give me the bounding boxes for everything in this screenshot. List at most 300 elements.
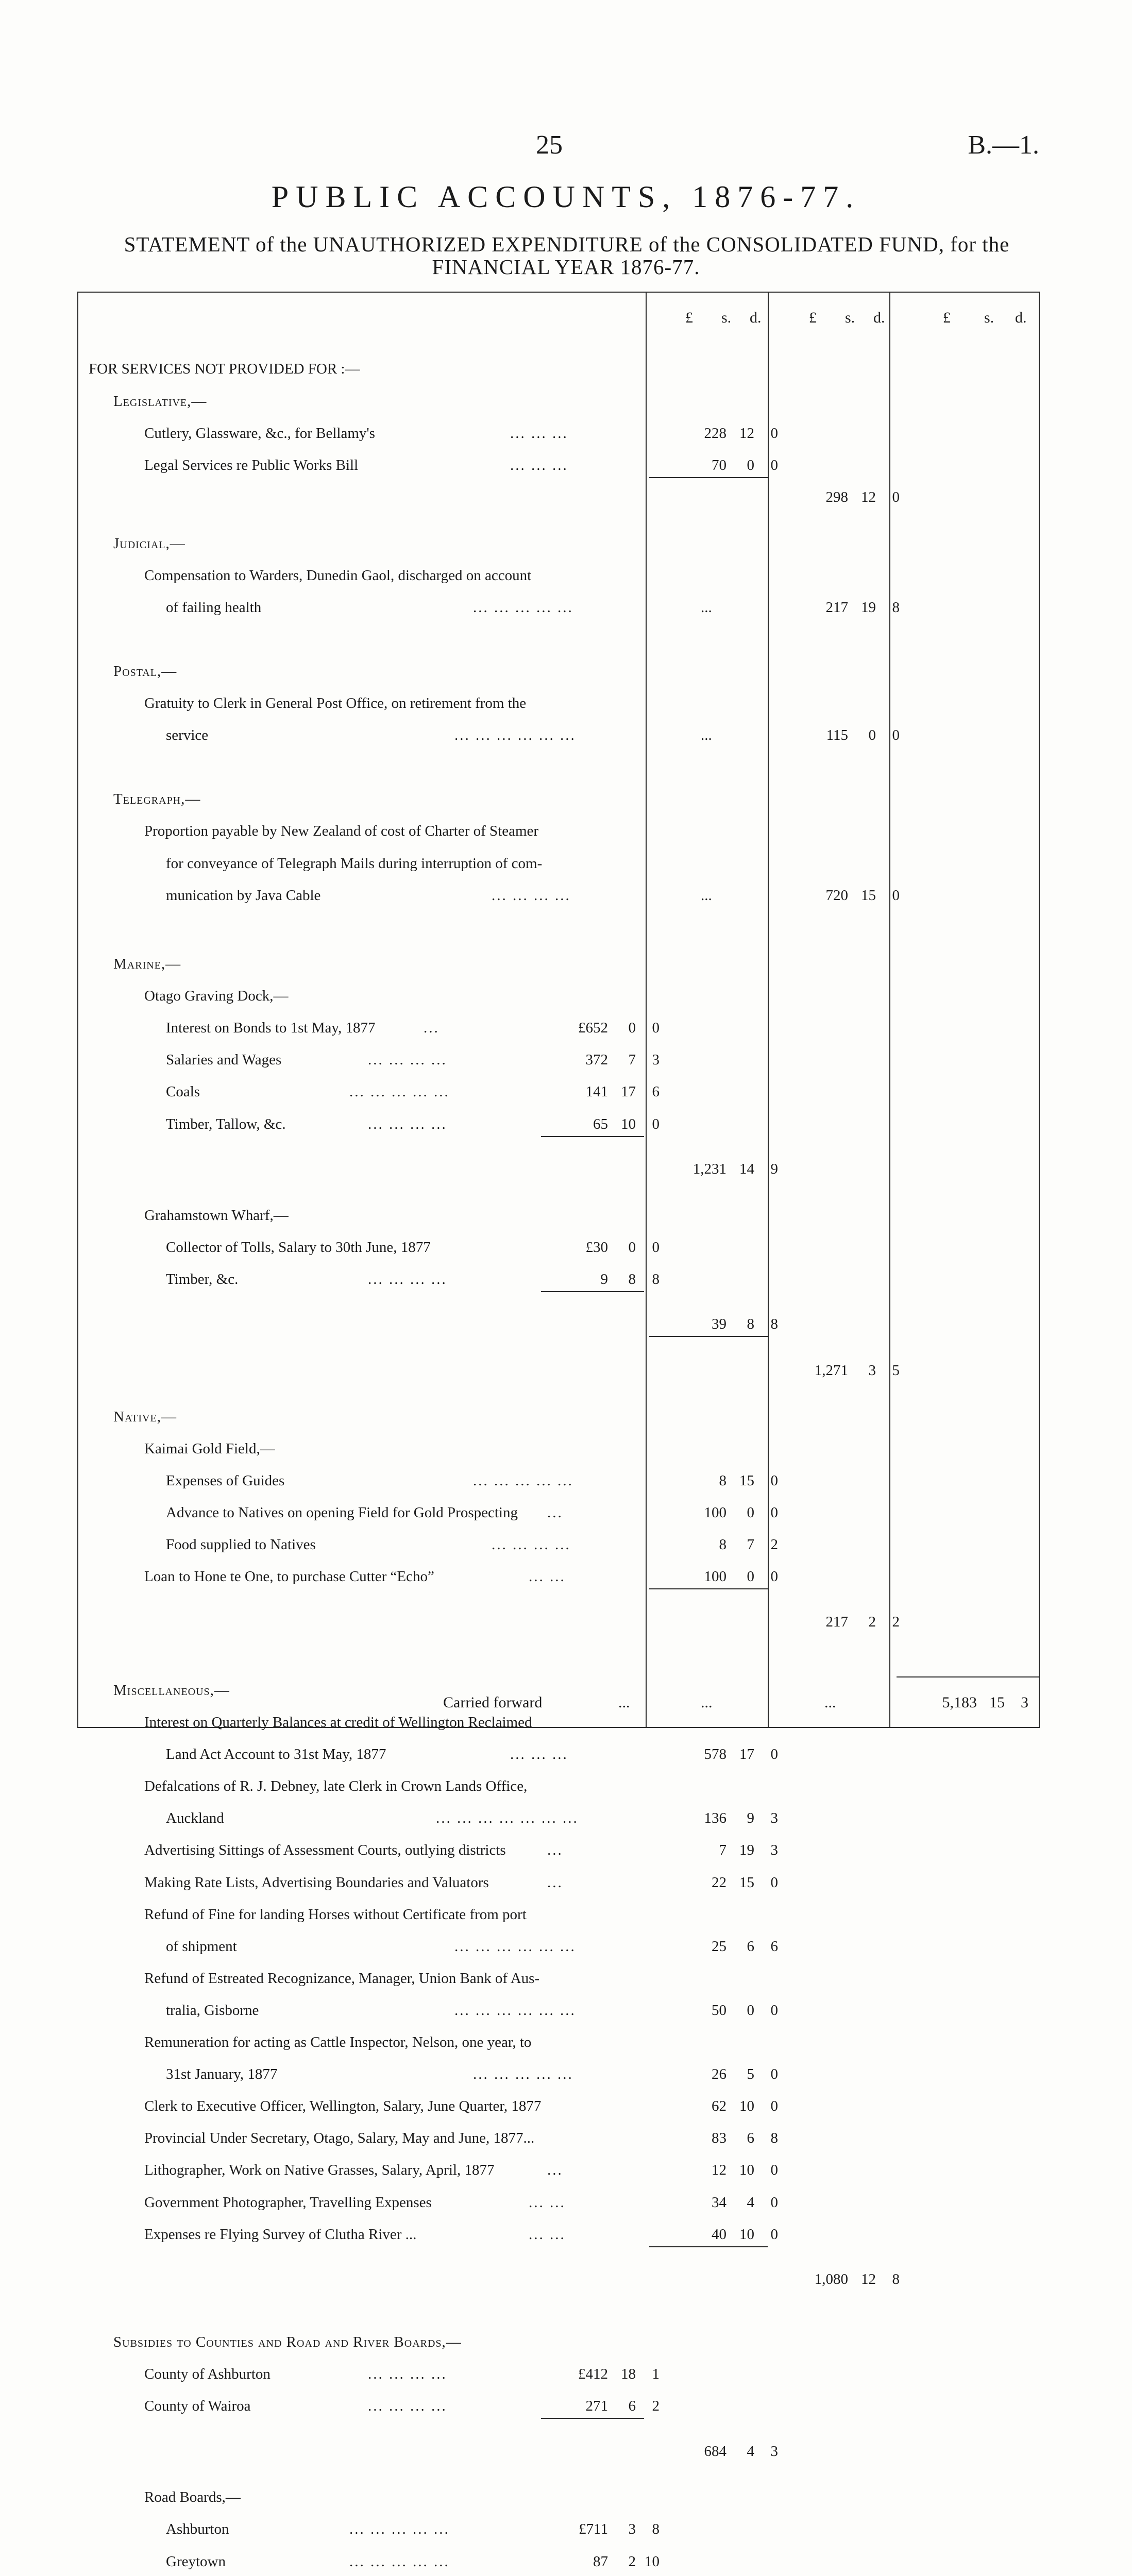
ledger-row [77,887,1040,904]
subtotal-rule [541,1136,644,1137]
ledger-row [77,2097,1040,2115]
pounds: 578 [704,1746,726,1762]
amount-col1 [623,1841,778,1859]
leader-dots: ... ... ... ... [368,1052,447,1068]
leader-dots: ... [547,1874,563,1891]
ledger-row [77,2161,1040,2179]
ledger-row [77,1568,1040,1585]
shillings: 7 [747,1536,754,1553]
shillings: 0 [747,457,754,473]
ledger-row [77,1745,1040,1763]
row-label: Remuneration for acting as Cattle Inspector, Nelson, one year, to [144,2034,532,2050]
pence: 8 [652,2521,660,2537]
pounds: 271 [585,2398,608,2414]
shillings: 12 [861,2271,876,2287]
pence: 10 [645,2553,660,2570]
row-label: Ashburton [166,2521,229,2537]
ledger-row [77,425,1040,442]
pounds: 217 [825,599,848,616]
leader-dots: ... ... ... ... [368,2398,447,2414]
amount-col2 [745,726,900,744]
amount-col1 [623,1809,778,1827]
ledger-row [77,822,1040,840]
row-label: for conveyance of Telegraph Mails during interruption of com- [166,855,543,872]
row-label: Timber, &c. [166,1271,239,1287]
leader-dots: ... ... ... ... ... ... ... [436,1810,579,1826]
leader-dots: ... ... ... ... ... ... [454,1938,576,1955]
leader-dots: ... ... ... ... ... ... [454,2002,576,2019]
pence: 0 [892,887,900,904]
col2-shilling-header: s. [845,309,855,326]
row-label: FOR SERVICES NOT PROVIDED FOR :— [89,361,360,377]
carried-forward-col1: ... [701,1694,713,1711]
ledger-row [77,2397,1040,2415]
amount-col2 [745,887,900,904]
amount-col2 [745,1362,900,1379]
subtotal-rule [541,1291,644,1292]
section-heading: Miscellaneous,— [113,1682,230,1699]
shillings: 10 [621,1116,636,1132]
amount-col1 [623,1568,778,1585]
pence: 0 [770,2162,778,2178]
leader-dots: ... ... ... ... [492,1536,571,1553]
amount-col1 [623,1315,778,1333]
amount-col0 [505,1270,660,1288]
pounds: 100 [704,1504,726,1521]
pence: 0 [770,425,778,442]
amount-col1 [623,2002,778,2019]
ledger-row [77,1315,1040,1333]
amount-col1 [623,2097,778,2115]
amount-col1 [623,1874,778,1891]
col2-penny-header: d. [873,309,885,326]
row-label: tralia, Gisborne [166,2002,259,2019]
ledger-row [77,2270,1040,2288]
ledger-row [77,2194,1040,2211]
ledger-row [77,2226,1040,2243]
shillings: 8 [628,1271,636,1287]
pence: 0 [652,1116,660,1132]
amount-col1 [623,1504,778,1521]
row-label: Collector of Tolls, Salary to 30th June, 1877 [166,1239,431,1256]
shillings: 3 [628,2521,636,2537]
amount-col1 [623,1745,778,1763]
ledger-row [77,2129,1040,2147]
pence: 6 [652,1083,660,1100]
amount-col1 [623,2161,778,2179]
pence: 0 [770,1874,778,1891]
shillings: 0 [747,2002,754,2019]
pence: 0 [770,2098,778,2114]
section-heading: Marine,— [113,956,181,972]
pence: 0 [770,2226,778,2243]
amount-col0 [505,1239,660,1256]
ledger-row [77,1160,1040,1178]
amount-col1 [623,2129,778,2147]
pounds: 720 [825,887,848,904]
pounds: 34 [712,2194,726,2211]
row-label: of shipment [166,1938,237,1955]
section-heading: Native,— [113,1409,177,1425]
shillings: 15 [739,1874,754,1891]
col1-shilling-header: s. [721,309,732,326]
leader-dots: ... ... ... ... [492,887,571,904]
carried-forward-amount: 5,183 15 3 [942,1694,1028,1711]
ledger-row [77,987,1040,1005]
pounds: 50 [712,2002,726,2019]
amount-col0 [505,1051,660,1069]
shillings: 0 [747,1568,754,1585]
leader-dots: ... ... [529,2226,566,2243]
ledger-row [77,2033,1040,2051]
leader-dots: ... ... ... ... ... [349,2521,450,2537]
section-heading: Legislative,— [113,393,207,410]
shillings: 18 [621,2366,636,2382]
pence: 6 [770,1938,778,1955]
leader-dots: ... ... ... ... [368,2366,447,2382]
row-label: Grahamstown Wharf,— [144,1207,289,1224]
row-label: Land Act Account to 31st May, 1877 [166,1746,386,1762]
ledger-row [77,599,1040,616]
subtotal-rule [541,2418,644,2419]
ledger-row [77,1472,1040,1489]
ledger-row [77,1408,1040,1426]
amount-col0 [505,1115,660,1133]
pounds: £412 [578,2366,608,2382]
shillings: 19 [861,599,876,616]
section-heading: Telegraph,— [113,791,201,807]
col3-shilling-header: s. [984,309,994,326]
table-top-rule [77,292,1040,293]
pounds: 62 [712,2098,726,2114]
pence: 2 [652,2398,660,2414]
ledger-row [77,567,1040,584]
pence: 0 [770,1472,778,1489]
shillings: 6 [747,1938,754,1955]
col2-pound-header: £ [809,309,817,326]
row-label: Advertising Sittings of Assessment Courts, outlying districts [144,1842,506,1858]
pounds: 100 [704,1568,726,1585]
row-label: Government Photographer, Travelling Expenses [144,2194,432,2211]
row-label: Lithographer, Work on Native Grasses, Salary, April, 1877 [144,2162,495,2178]
ledger-row [77,1682,1040,1699]
statement-subtitle: STATEMENT of the UNAUTHORIZED EXPENDITURE of the CONSOLIDATED FUND, for the [124,232,1010,256]
shillings: 15 [861,887,876,904]
shillings: 15 [739,1472,754,1489]
pounds: 298 [825,489,848,505]
leader-dots: ... ... [529,2194,566,2211]
shillings: 12 [861,489,876,505]
shillings: 8 [747,1316,754,1332]
amount-col0 [505,2520,660,2538]
page-number: 25 [536,130,563,160]
ledger-row [77,1841,1040,1859]
shillings: 0 [747,1504,754,1521]
pounds: 22 [712,1874,726,1891]
amount-col2 [745,488,900,506]
ledger-row [77,2002,1040,2019]
shillings: 7 [628,1052,636,1068]
leader-dots: ... [547,1504,563,1521]
amount-col2 [745,2270,900,2288]
pounds: £652 [578,1020,608,1036]
row-label: Auckland [166,1810,224,1826]
pence: 8 [770,1316,778,1332]
shillings: 0 [868,727,876,743]
shillings: 4 [747,2194,754,2211]
row-label: Greytown [166,2553,226,2570]
ledger-row [77,1613,1040,1631]
col1-penny-header: d. [750,309,762,326]
row-label: County of Wairoa [144,2398,251,2414]
shillings: 12 [739,425,754,442]
ledger-row [77,1207,1040,1224]
amount-col1 [623,456,778,474]
ledger-row [77,393,1040,410]
ledger-row [77,790,1040,808]
pence: 8 [892,2271,900,2287]
row-label: Making Rate Lists, Advertising Boundaries and Valuators [144,1874,489,1891]
shillings: 6 [747,2130,754,2146]
shillings: 0 [628,1239,636,1256]
leader-dots: ... ... ... ... ... [349,1083,450,1100]
amount-col2 [745,1613,900,1631]
row-label: Refund of Estreated Recognizance, Manager, Union Bank of Aus- [144,1970,540,1987]
ledger-row [77,360,1040,378]
amount-col1 [623,1472,778,1489]
ledger-row [77,1777,1040,1795]
ledger-row [77,2488,1040,2506]
pence: 8 [892,599,900,616]
row-label: Provincial Under Secretary, Otago, Salary, May and June, 1877... [144,2130,535,2146]
ledger-table [77,292,1040,2570]
shillings: 9 [747,1810,754,1826]
amount-col0 [505,2397,660,2415]
row-label: Expenses re Flying Survey of Clutha River ... [144,2226,417,2243]
pounds: 26 [712,2066,726,2082]
pence: 5 [892,1362,900,1379]
carried-forward-col2: ... [824,1694,836,1711]
ledger-row [77,2443,1040,2460]
leader-dots: ... ... ... ... [368,1271,447,1287]
ledger-row [77,456,1040,474]
amount-col1 [623,1536,778,1553]
amount-col1 [623,2194,778,2211]
row-label: Food supplied to Natives [166,1536,316,1553]
shillings: 5 [747,2066,754,2082]
col3-pound-header: £ [943,309,951,326]
pence: 0 [892,489,900,505]
pence: 0 [770,1746,778,1762]
row-label: County of Ashburton [144,2366,271,2382]
row-label: Cutlery, Glassware, &c., for Bellamy's [144,425,375,442]
shillings: 2 [868,1614,876,1630]
ledger-row [77,1083,1040,1100]
ledger-row [77,2333,1040,2351]
ledger-row [77,855,1040,872]
ledger-row [77,694,1040,712]
leader-dots: ... ... [529,1568,566,1585]
ledger-row [77,1906,1040,1923]
pounds: 8 [719,1472,726,1489]
ledger-row [77,1440,1040,1458]
ledger-row [77,1970,1040,1987]
ledger-row [77,1239,1040,1256]
row-label: Gratuity to Clerk in General Post Office, on retirement from the [144,695,527,711]
row-label: Expenses of Guides [166,1472,285,1489]
pence: 3 [770,1842,778,1858]
carried-forward-rule [897,1676,1039,1677]
pounds: 25 [712,1938,726,1955]
ledger-row [77,1115,1040,1133]
pence: 3 [770,2443,778,2460]
amount-col2 [745,599,900,616]
shillings: 10 [739,2098,754,2114]
leader-dots: ... ... ... ... ... [473,1472,573,1489]
pounds: 8 [719,1536,726,1553]
ledger-row [77,955,1040,973]
row-label: Defalcations of R. J. Debney, late Clerk in Crown Lands Office, [144,1778,528,1794]
amount-col0 [505,1019,660,1037]
ledger-row [77,535,1040,552]
pounds: 12 [712,2162,726,2178]
pounds: 7 [719,1842,726,1858]
pence: 0 [652,1239,660,1256]
row-label: 31st January, 1877 [166,2066,278,2082]
ledger-row [77,1938,1040,1955]
leader-dots: ... ... ... ... ... [349,2553,450,2570]
pounds: 228 [704,425,726,442]
shillings: 3 [868,1362,876,1379]
leader-dots: ... [547,2162,563,2178]
pounds: 83 [712,2130,726,2146]
statement-subtitle-year: FINANCIAL YEAR 1876-77. [432,255,700,279]
pounds: 70 [712,457,726,473]
ledger-row [77,1504,1040,1521]
pence: 8 [770,2130,778,2146]
ledger-row [77,1536,1040,1553]
leader-dots: ... ... ... ... ... [473,599,573,616]
row-label: Otago Graving Dock,— [144,988,289,1004]
pounds: 9 [600,1271,608,1287]
pounds: 115 [826,727,848,743]
pence: 3 [652,1052,660,1068]
pence: 0 [770,1504,778,1521]
col3-penny-header: d. [1015,309,1027,326]
pounds: 40 [712,2226,726,2243]
leader-dots: ... ... ... ... ... [473,2066,573,2082]
pence: 0 [770,2066,778,2082]
pence: 0 [892,727,900,743]
ledger-row [77,2065,1040,2083]
carried-forward-label: Carried forward [443,1694,543,1711]
ledger-row [77,2553,1040,2570]
section-heading: Judicial,— [113,535,185,552]
ledger-row [77,2365,1040,2383]
ledger-row [77,1714,1040,1731]
pounds: 65 [593,1116,608,1132]
pounds: 136 [704,1810,726,1826]
pence: 0 [770,2002,778,2019]
ledger-row [77,1809,1040,1827]
leader-dots: ... ... ... [510,457,568,473]
nil-marker: ... [701,599,712,616]
ledger-row [77,2520,1040,2538]
shillings: 4 [747,2443,754,2460]
row-label: Coals [166,1083,200,1100]
shillings: 17 [621,1083,636,1100]
subtotal-rule [649,1336,768,1337]
shillings: 10 [739,2162,754,2178]
pence: 0 [770,457,778,473]
pounds: £30 [585,1239,608,1256]
row-label: Interest on Quarterly Balances at credit of Wellington Reclaimed [144,1714,532,1731]
shillings: 0 [628,1020,636,1036]
pence: 1 [652,2366,660,2382]
nil-marker: ... [701,727,712,743]
row-label: service [166,727,209,743]
row-label: Salaries and Wages [166,1052,282,1068]
ledger-row [77,726,1040,744]
pence: 3 [770,1810,778,1826]
row-label: Loan to Hone te One, to purchase Cutter “Echo” [144,1568,434,1585]
row-label: Refund of Fine for landing Horses without Certificate from port [144,1906,527,1923]
amount-col0 [505,1083,660,1100]
ledger-row [77,663,1040,680]
amount-col1 [623,425,778,442]
subtotal-rule [649,1588,768,1589]
subtotal-rule [649,2246,768,2247]
col1-pound-header: £ [685,309,693,326]
amount-col0 [505,2553,660,2570]
pounds: 684 [704,2443,726,2460]
pence: 0 [770,1568,778,1585]
section-heading: Postal,— [113,663,177,680]
amount-col1 [623,1938,778,1955]
leader-dots: ... ... ... [510,1746,568,1762]
row-label: munication by Java Cable [166,887,321,904]
leader-dots: ... ... ... ... ... ... [454,727,576,743]
leader-dots: ... [547,1842,563,1858]
shillings: 17 [739,1746,754,1762]
pounds: 87 [593,2553,608,2570]
pounds: 39 [712,1316,726,1332]
pounds: 1,271 [814,1362,848,1379]
pounds: 372 [585,1052,608,1068]
leader-dots: ... [424,1020,440,1036]
ledger-row [77,1051,1040,1069]
section-heading: Subsidies to Counties and Road and River Boards,— [113,2334,462,2350]
shillings: 19 [739,1842,754,1858]
row-label: Kaimai Gold Field,— [144,1440,275,1457]
amount-col1 [623,2226,778,2243]
amount-col1 [623,2065,778,2083]
pence: 2 [892,1614,900,1630]
pence: 2 [770,1536,778,1553]
leader-dots: ... ... ... ... [368,1116,447,1132]
pounds: 1,080 [814,2271,848,2287]
pence: 0 [652,1020,660,1036]
row-label: Proportion payable by New Zealand of cost of Charter of Steamer [144,823,539,839]
subtotal-rule [649,477,768,478]
pence: 9 [770,1161,778,1177]
amount-col1 [623,1160,778,1178]
pounds: £711 [579,2521,608,2537]
amount-col0 [505,2365,660,2383]
document-reference: B.—1. [968,130,1039,160]
row-label: of failing health [166,599,262,616]
ledger-row [77,1874,1040,1891]
